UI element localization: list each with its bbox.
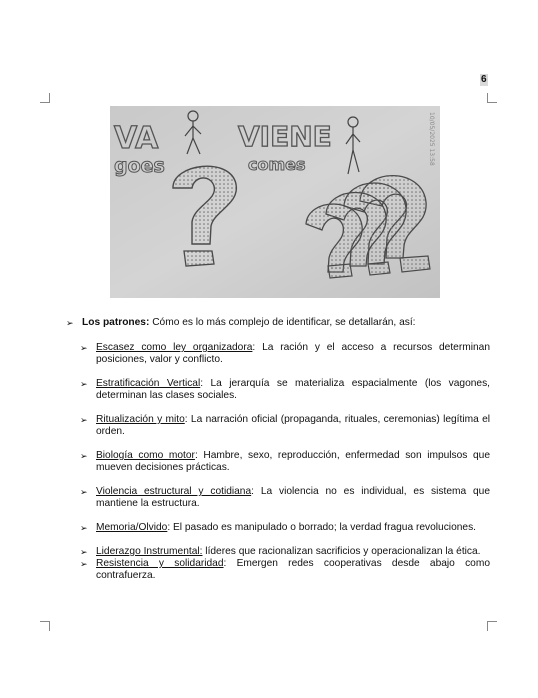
- arrow-bullet-icon: ➢: [80, 415, 88, 425]
- intro-text: [82, 317, 416, 329]
- pattern-description: : La narración oficial (propaganda, rituales, ceremonias) legítima el orden.: [96, 414, 490, 437]
- pattern-description: : La violencia no es individual, es sistema que mantiene la estructura.: [96, 486, 490, 509]
- list-item: [80, 450, 490, 474]
- arrow-bullet-icon: ➢: [80, 379, 88, 389]
- pattern-description: : Hambre, sexo, reproducción, enfermedad son impulsos que mueven decisiones prácticas.: [96, 450, 490, 473]
- pattern-term: Ritualización y mito: [96, 414, 185, 425]
- arrow-bullet-icon: ➢: [80, 343, 88, 353]
- patterns-section: [66, 317, 490, 582]
- intro-label: Los patrones:: [82, 317, 150, 328]
- pattern-term: Estratificación Vertical: [96, 378, 201, 389]
- figure-word-goes: goes: [114, 155, 165, 177]
- list-item: [80, 342, 490, 366]
- pattern-term: Resistencia y solidaridad: [96, 558, 224, 569]
- arrow-bullet-icon: ➢: [80, 451, 88, 461]
- pattern-description: : La jerarquía se materializa espacialmente (los vagones, determinan las clases sociales.: [96, 378, 491, 401]
- pattern-term: Biología como motor: [96, 450, 195, 461]
- figure-word-va: VA: [114, 121, 159, 156]
- pattern-list: [80, 342, 490, 582]
- pattern-term: Escasez como ley organizadora: [96, 342, 253, 353]
- pattern-term: Liderazgo Instrumental:: [96, 546, 203, 557]
- arrow-bullet-icon: ➢: [80, 559, 88, 569]
- pattern-term: Violencia estructural y cotidiana: [96, 486, 252, 497]
- pattern-term: Memoria/Olvido: [96, 522, 168, 533]
- figure-word-comes: comes: [248, 155, 306, 174]
- photo-timestamp: 10/05/2025 13:58: [428, 112, 435, 166]
- pattern-description: : La ración y el acceso a recursos determinan posiciones, valor y conflicto.: [96, 342, 490, 365]
- list-item: [80, 378, 490, 402]
- arrow-bullet-icon: ➢: [80, 547, 88, 557]
- margin-corner-bottom-right: [487, 621, 497, 631]
- intro-description: Cómo es lo más complejo de identificar, se detallarán, así:: [149, 317, 416, 328]
- pattern-description: : Emergen redes cooperativas desde abajo como contrafuerza.: [96, 558, 490, 581]
- margin-corner-top-right: [487, 93, 497, 103]
- margin-corner-bottom-left: [40, 621, 50, 631]
- margin-corner-top-left: [40, 93, 50, 103]
- list-item: [80, 414, 490, 438]
- list-item: [80, 522, 490, 534]
- list-item: [80, 546, 490, 558]
- intro-item: [66, 317, 490, 329]
- hand-drawn-figure: [110, 106, 440, 298]
- arrow-bullet-icon: ➢: [80, 523, 88, 533]
- pattern-description: : El pasado es manipulado o borrado; la verdad fragua revoluciones.: [167, 522, 476, 533]
- list-item: [80, 558, 490, 582]
- list-item: [80, 486, 490, 510]
- page-number: 6: [481, 74, 487, 85]
- pattern-description: líderes que racionalizan sacrificios y operacionalizan la ética.: [202, 546, 481, 557]
- figure-word-viene: VIENE: [238, 120, 332, 153]
- arrow-bullet-icon: ➢: [80, 487, 88, 497]
- arrow-bullet-icon: ➢: [66, 318, 74, 328]
